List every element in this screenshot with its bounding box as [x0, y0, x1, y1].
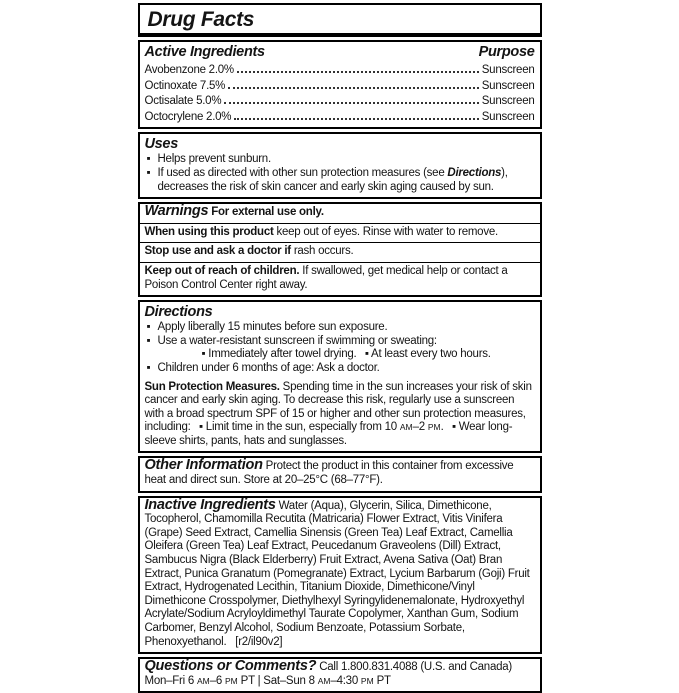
- uses-section: [138, 132, 542, 199]
- questions-line2: Mon–Fri 6 AM–6 PM PT | Sat–Sun 8 AM–4:30 PM PT: [144, 674, 391, 687]
- dotted-leader: [224, 93, 478, 104]
- directions-heading: Directions: [144, 304, 213, 321]
- uses-bullet: [145, 167, 535, 194]
- directions-bullet: [145, 362, 535, 376]
- drug-facts-label: [138, 3, 542, 693]
- uses-heading: Uses: [144, 136, 178, 153]
- product-label-image: [0, 3, 679, 687]
- drug-facts-title-box: [138, 3, 542, 37]
- other-information-text: Other Information Protect the product in this container from excessive heat and direct sun. Store at 20–25°C (68–77°F).: [144, 457, 514, 487]
- directions-bullet-text: Use a water-resistant sunscreen if swimming or sweating:: [157, 334, 437, 347]
- uses-bullet: [145, 153, 535, 167]
- warning-row: [140, 204, 540, 223]
- ingredient-purpose: Sunscreen: [481, 79, 535, 92]
- dotted-leader: [237, 62, 479, 73]
- warning-row: [140, 242, 540, 262]
- active-ingredient-row: [145, 78, 535, 94]
- uses-bullet-text: Helps prevent sunburn.: [157, 153, 271, 166]
- uses-bullets: [145, 153, 535, 194]
- active-ingredient-row: [145, 93, 535, 109]
- active-ingredients-heading: Active Ingredients: [144, 44, 265, 60]
- uses-bullet-text: If used as directed with other sun protection measures (see Directions), decreases the risk of skin cancer and early skin aging caused by sun.: [157, 166, 508, 193]
- warnings-section: [138, 202, 542, 297]
- active-ingredient-row: [145, 109, 535, 125]
- other-information-section: [138, 456, 542, 492]
- ingredient-name: Octinoxate 7.5%: [144, 79, 226, 92]
- warning-text: Warnings For external use only.: [144, 203, 324, 220]
- directions-bullet-text: Children under 6 months of age: Ask a doctor.: [157, 361, 380, 374]
- directions-item: [145, 335, 535, 362]
- directions-sub-bullets: ▪ Immediately after towel drying. ▪ At least every two hours.: [201, 348, 491, 361]
- active-ingredients-rows: [145, 62, 535, 124]
- inactive-ingredients-text: Inactive Ingredients Water (Aqua), Glycerin, Silica, Dimethicone, Tocopherol, Chamomilla Recutita (Matricaria) Flower Extract, Vitis Vinifera (Grape) Seed Extract, Camellia Sinensis (Green Tea) Leaf Extract, Camellia Oleifera (Green Tea) Leaf Extract, Peucedanum Graveolens (Dill) Extract, Sambucus Nigra (Black Elderberry) Fruit Extract, Avena Sativa (Oat) Bran Extract, Punica Granatum (Pomegranate) Extract, Lycium Barbarum (Goji) Fruit Extract, Hydrogenated Lecithin, Titanium Dioxide, Dimethicone/Vinyl Dimethicone Crosspolymer, Diethylhexyl Syringylidenemalonate, Hydroxyethyl Acrylate/Sodium Acryloyldimethyl Taurate Copolymer, Xanthan Gum, Sodium Carbomer, Benzyl Alcohol, Sodium Benzoate, Potassium Sorbate, Phenoxyethanol. [r2/il90v2]: [144, 496, 530, 648]
- ingredient-name: Avobenzone 2.0%: [144, 64, 234, 76]
- warning-row: [140, 262, 540, 295]
- ingredient-purpose: Sunscreen: [481, 110, 535, 123]
- directions-section: [138, 300, 542, 453]
- dotted-leader: [228, 78, 479, 89]
- drug-facts-title: Drug Facts: [147, 8, 255, 31]
- ingredient-name: Octocrylene 2.0%: [144, 110, 232, 123]
- ingredient-purpose: Sunscreen: [481, 95, 535, 108]
- ingredient-name: Octisalate 5.0%: [144, 95, 222, 108]
- questions-section: [138, 657, 542, 693]
- warning-text: When using this product keep out of eyes. Rinse with water to remove.: [144, 225, 498, 238]
- directions-bullet-text: Apply liberally 15 minutes before sun exposure.: [157, 321, 388, 334]
- dotted-leader: [234, 109, 479, 120]
- warning-text: Stop use and ask a doctor if rash occurs.: [144, 245, 354, 258]
- ingredient-purpose: Sunscreen: [481, 64, 535, 76]
- purpose-heading: Purpose: [478, 44, 535, 60]
- warning-text: Keep out of reach of children. If swallowed, get medical help or contact a Poison Control Center right away.: [144, 264, 508, 291]
- inactive-ingredients-section: [138, 496, 542, 655]
- directions-item: [145, 321, 535, 335]
- questions-line1: Questions or Comments? Call 1.800.831.4088 (U.S. and Canada): [144, 658, 512, 675]
- warning-row: [140, 223, 540, 243]
- active-ingredients-section: [138, 40, 542, 129]
- active-ingredient-row: [145, 62, 535, 78]
- active-ingredients-header: [145, 44, 535, 61]
- directions-bullet: [145, 321, 535, 335]
- sun-protection-measures: Sun Protection Measures. Spending time in the sun increases your risk of skin cancer and early skin aging. To decrease this risk, regularly use a sunscreen with a broad spectrum SPF of 15 or higher and other sun protection measures, including: ▪ Limit time in the sun, especially from 10 AM–2 PM. ▪ Wear long-sleeve shirts, pants, hats and sunglasses.: [144, 380, 532, 447]
- directions-bullet: [145, 335, 535, 349]
- directions-item: [145, 362, 535, 376]
- directions-bullets: [145, 321, 535, 375]
